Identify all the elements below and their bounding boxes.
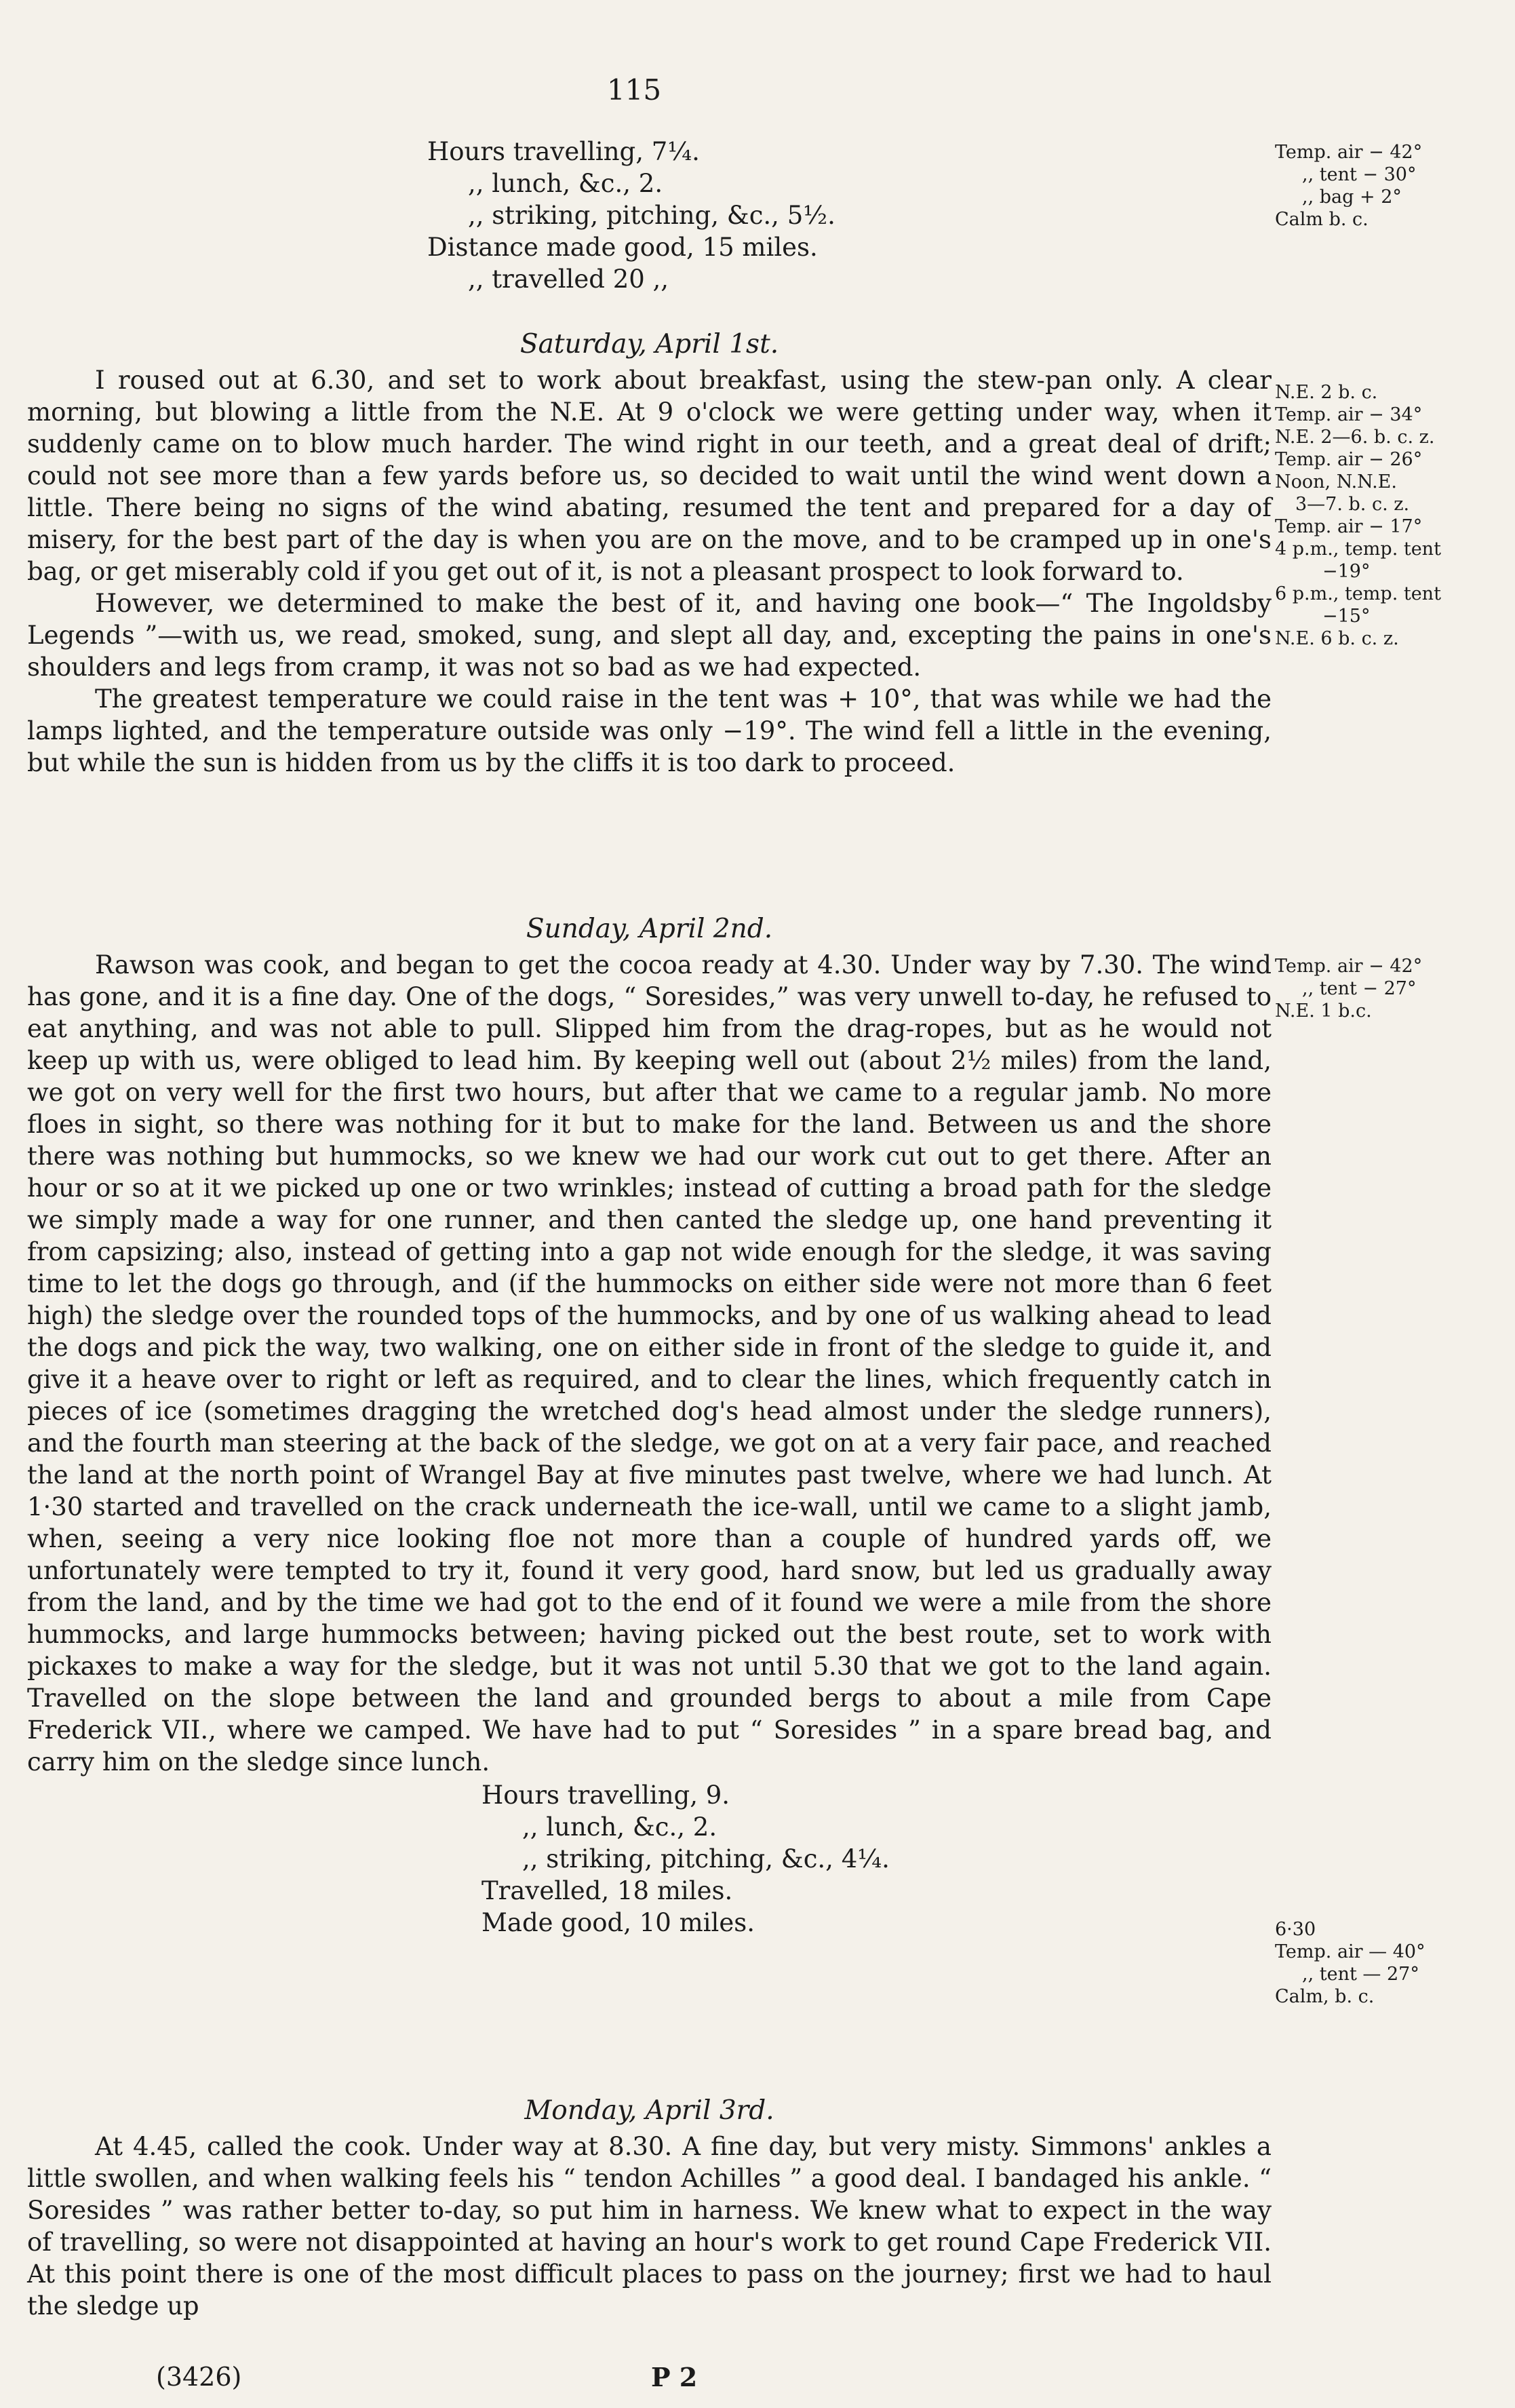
margin-note: ,, bag + 2° — [1302, 187, 1402, 208]
summary-line: Distance made good, 15 miles. — [427, 233, 818, 262]
margin-note: 6 p.m., temp. tent — [1275, 583, 1441, 604]
summary-line: Hours travelling, 9. — [481, 1781, 730, 1810]
margin-note: −19° — [1322, 561, 1371, 582]
margin-notes-1 — [1275, 141, 1499, 231]
margin-note: Temp. air − 17° — [1275, 516, 1423, 537]
section-saturday — [27, 324, 1272, 779]
section-monday — [27, 2091, 1272, 2322]
summary-line: Made good, 10 miles. — [481, 1908, 755, 1937]
travel-summary-1 — [27, 136, 1272, 295]
margin-note: Temp. air − 42° — [1275, 142, 1423, 163]
margin-note: Temp. air − 42° — [1275, 956, 1423, 977]
summary-line: Travelled, 18 miles. — [481, 1876, 733, 1905]
margin-note: 4 p.m., temp. tent — [1275, 539, 1441, 560]
summary-line: ,, striking, pitching, &c., 5½. — [468, 201, 835, 230]
summary-line: ,, travelled 20 ,, — [468, 265, 669, 294]
margin-note: Temp. air − 34° — [1275, 404, 1423, 425]
page-number: 115 — [606, 73, 662, 106]
paragraph: I roused out at 6.30, and set to work about breakfast, using the stew-pan only. A clear morning, but blowing a little from the N.E. At 9 o'clock we were getting under way, when it suddenly came on to blow much harder. The wind right in our teeth, and a great deal of drift; could not see more than a few yards before us, so decided to wait until the wind went down a little. There being no signs of the wind abating, resumed the tent and prepared for a day of misery, for the best part of the day is when you are on the move, and to be cramped up in one's bag, or get miserably cold if you get out of it, is not a pleasant prospect to look forward to. — [27, 366, 1272, 586]
margin-note: Calm, b. c. — [1275, 1986, 1375, 2007]
margin-notes-3 — [1275, 955, 1499, 1022]
paragraph: However, we determined to make the best of it, and having one book—“ The Ingoldsby Legends ”—with us, we read, smoked, sung, and slept all day, and, excepting the pains in one's shoulders and legs from cramp, it was not so bad as we had expected. — [27, 589, 1272, 682]
margin-notes-4 — [1275, 1918, 1499, 2008]
sheet-signature: P 2 — [651, 2362, 698, 2392]
margin-note: N.E. 2 b. c. — [1275, 382, 1378, 403]
paragraph: Rawson was cook, and began to get the cocoa ready at 4.30. Under way by 7.30. The wind has gone, and it is a fine day. One of the dogs, “ Soresides,” was very unwell to-day, he refused to eat anything, and was not able to pull. Slipped him from the drag-ropes, but as he would not keep up with us, were obliged to lead him. By keeping well out (about 2½ miles) from the land, we got on very well for the first two hours, but after that we came to a regular jamb. No more floes in sight, so there was nothing for it but to make for the land. Between us and the shore there was nothing but hummocks, so we knew we had our work cut out to get there. After an hour or so at it we picked up one or two wrinkles; instead of cutting a broad path for the sledge we simply made a way for one runner, and then canted the sledge up, one hand preventing it from capsizing; also, instead of getting into a gap not wide enough for the sledge, it was saving time to let the dogs go through, and (if the hummocks on either side were not more than 6 feet high) the sledge over the rounded tops of the hummocks, and by one of us walking ahead to lead the dogs and pick the way, two walking, one on either side in front of the sledge to guide it, and give it a heave over to right or left as required, and to clear the lines, which frequently catch in pieces of ice (sometimes dragging the wretched dog's head almost under the sledge runners), and the fourth man steering at the back of the sledge, we got on at a very fair pace, and reached the land at the north point of Wrangel Bay at five minutes past twelve, where we had lunch. At 1·30 started and travelled on the crack underneath the ice-wall, until we came to a slight jamb, when, seeing a very nice looking floe not more than a couple of hundred yards off, we unfortunately were tempted to try it, found it very good, hard snow, but led us gradually away from the land, and by the time we had got to the end of it found we were a mile from the shore hummocks, and large hummocks between; having picked out the best route, set to work with pickaxes to make a way for the sledge, but it was not until 5.30 that we got to the land again. Travelled on the slope between the land and grounded bergs to about a mile from Cape Frederick VII., where we camped. We have had to put “ Soresides ” in a spare bread bag, and carry him on the sledge since lunch. — [27, 950, 1272, 1776]
margin-note: ,, tent − 27° — [1302, 978, 1417, 999]
paragraph: At 4.45, called the cook. Under way at 8.30. A fine day, but very misty. Simmons' ankles a little swollen, and when walking feels his “ tendon Achilles ” a good deal. I bandaged his ankle. “ Soresides ” was rather better to-day, so put him in harness. We knew what to expect in the way of travelling, so were not disappointed at having an hour's work to get round Cape Frederick VII. At this point there is one of the most difficult places to pass on the journey; first we had to haul the sledge up — [27, 2132, 1272, 2320]
section-sunday — [27, 909, 1272, 1939]
margin-note: Calm b. c. — [1275, 209, 1369, 230]
margin-note: Temp. air − 26° — [1275, 449, 1423, 470]
section-heading: Sunday, April 2nd. — [526, 914, 773, 944]
margin-note: ,, tent — 27° — [1302, 1964, 1419, 1985]
section-heading: Saturday, April 1st. — [519, 329, 779, 360]
margin-note: Temp. air — 40° — [1275, 1941, 1425, 1962]
travel-summary-2 — [27, 1779, 1272, 1939]
summary-line: ,, lunch, &c., 2. — [468, 169, 663, 198]
printer-signature: (3426) — [156, 2362, 242, 2392]
section-heading: Monday, April 3rd. — [524, 2095, 774, 2126]
margin-note: N.E. 6 b. c. z. — [1275, 628, 1399, 649]
summary-line: Hours travelling, 7¼. — [427, 137, 700, 166]
margin-note: ,, tent − 30° — [1302, 164, 1417, 185]
margin-note: −15° — [1322, 606, 1371, 627]
margin-note: 6·30 — [1275, 1919, 1316, 1940]
margin-note: N.E. 2—6. b. c. z. — [1275, 427, 1435, 448]
margin-note: Noon, N.N.E. — [1275, 471, 1397, 492]
margin-note: N.E. 1 b.c. — [1275, 1001, 1372, 1022]
summary-line: ,, lunch, &c., 2. — [522, 1812, 717, 1842]
margin-notes-2 — [1275, 381, 1499, 650]
paragraph: The greatest temperature we could raise in the tent was + 10°, that was while we had the lamps lighted, and the temperature outside was only −19°. The wind fell a little in the evening, but while the sun is hidden from us by the cliffs it is too dark to proceed. — [27, 684, 1272, 777]
margin-note: 3—7. b. c. z. — [1295, 494, 1410, 515]
summary-line: ,, striking, pitching, &c., 4¼. — [522, 1844, 890, 1873]
